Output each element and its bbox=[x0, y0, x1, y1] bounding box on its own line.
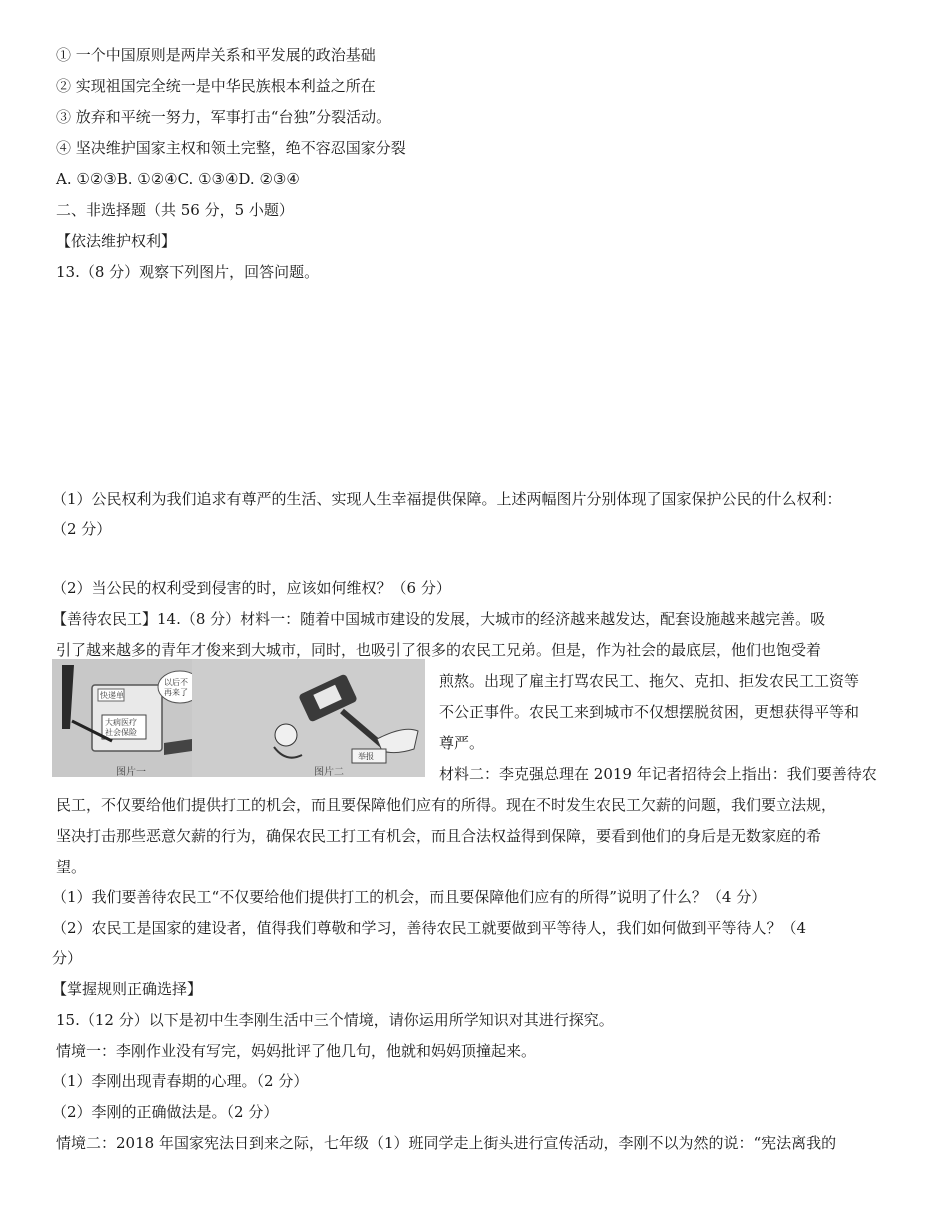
section-heading: 二、非选择题（共 56 分，5 小题） bbox=[56, 201, 294, 219]
q15-scenario-1: 情境一：李刚作业没有写完，妈妈批评了他几句，他就和妈妈顶撞起来。 bbox=[56, 1042, 537, 1060]
topic-heading-rules: 【掌握规则正确选择】 bbox=[52, 980, 203, 998]
option-1: ① 一个中国原则是两岸关系和平发展的政治基础 bbox=[56, 46, 376, 64]
q13-part2: （2）当公民的权利受到侵害的时，应该如何维权？（6 分） bbox=[52, 579, 451, 597]
box-mid-label-1: 大病医疗 bbox=[105, 718, 137, 727]
q15-part2: （2）李刚的正确做法是。（2 分） bbox=[52, 1103, 279, 1121]
figure-caption-1: 图片一 bbox=[116, 767, 146, 777]
answer-choices: A. ①②③B. ①②④C. ①③④D. ②③④ bbox=[56, 170, 300, 188]
q14-part1: （1）我们要善待农民工“不仅要给他们提供打工的机会，而且要保障他们应有的所得”说明了什么？（4 分） bbox=[52, 888, 767, 906]
q14-wrap-3: 尊严。 bbox=[439, 734, 485, 752]
q14-line: 引了越来越多的青年才俊来到大城市，同时，也吸引了很多的农民工兄弟。但是，作为社会的最底层，他们也饱受着 bbox=[56, 641, 822, 659]
box-mid-label-2: 社会保险 bbox=[105, 728, 137, 737]
question-14: 【善待农民工】14.（8 分）材料一：随着中国城市建设的发展，大城市的经济越来越发达，配套设施越来越完善。吸 bbox=[52, 610, 826, 628]
q14-wrap-2: 不公正事件。农民工来到城市不仅想摆脱贫困，更想获得平等和 bbox=[439, 703, 860, 721]
question-13: 13.（8 分）观察下列图片，回答问题。 bbox=[56, 263, 320, 281]
q15-scenario-2: 情境二：2018 年国家宪法日到来之际，七年级（1）班同学走上街头进行宣传活动，李刚不以为然的说：“宪法离我的 bbox=[56, 1134, 837, 1152]
q15-part1: （1）李刚出现青春期的心理。（2 分） bbox=[52, 1072, 309, 1090]
option-2: ② 实现祖国完全统一是中华民族根本利益之所在 bbox=[56, 77, 376, 95]
cartoon-figure bbox=[52, 659, 425, 777]
report-sign: 举报 bbox=[358, 752, 374, 761]
bubble-line-2: 再来了 bbox=[164, 688, 188, 697]
option-3: ③ 放弃和平统一努力，军事打击“台独”分裂活动。 bbox=[56, 108, 392, 126]
box-top-label: 快递单 bbox=[100, 691, 124, 700]
q14-material-2-cont-3: 望。 bbox=[56, 858, 87, 876]
q14-wrap-1: 煎熬。出现了雇主打骂农民工、拖欠、克扣、拒发农民工工资等 bbox=[439, 672, 860, 690]
option-4: ④ 坚决维护国家主权和领土完整，绝不容忍国家分裂 bbox=[56, 139, 406, 157]
bubble-line-1: 以后不 bbox=[164, 678, 188, 687]
q14-part2-cont: 分） bbox=[52, 949, 83, 967]
q14-material-2-cont-2: 坚决打击那些恶意欠薪的行为，确保农民工打工有机会，而且合法权益得到保障，要看到他们的身后是无数家庭的希 bbox=[56, 827, 822, 845]
topic-heading-rights: 【依法维护权利】 bbox=[56, 232, 177, 250]
q14-material-2-cont-1: 民工，不仅要给他们提供打工的机会，而且要保障他们应有的所得。现在不时发生农民工欠薪的问题，我们要立法规， bbox=[56, 796, 837, 814]
question-15: 15.（12 分）以下是初中生李刚生活中三个情境，请你运用所学知识对其进行探究。 bbox=[56, 1011, 614, 1029]
q14-material-2: 材料二：李克强总理在 2019 年记者招待会上指出：我们要善待农 bbox=[439, 765, 877, 783]
q14-part2: （2）农民工是国家的建设者，值得我们尊敬和学习，善待农民工就要做到平等待人，我们如何做到平等待人？（4 bbox=[52, 919, 807, 937]
q13-part1: （1）公民权利为我们追求有尊严的生活、实现人生幸福提供保障。上述两幅图片分别体现了国家保护公民的什么权利： bbox=[52, 490, 842, 508]
figure-caption-2: 图片二 bbox=[314, 767, 344, 777]
q13-part1-score: （2 分） bbox=[52, 520, 112, 538]
